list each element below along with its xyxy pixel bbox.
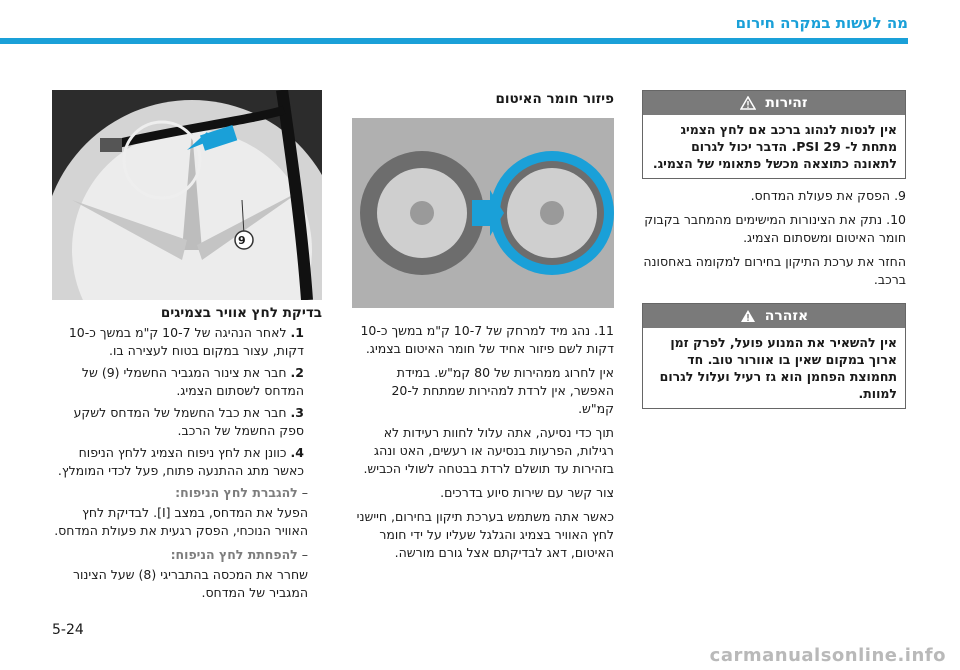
right-paragraph-return: החזר את ערכת התיקון בחירום למקומה באחסונה ברכב. [643,254,906,287]
sub-text-decrease: שחרר את המכסה בהתבריגי (8) שעל הצינור המגביר של המדחס. [72,567,308,600]
right-paragraph-10: 10. נתק את הצינורות המישימים מהמחבר בקבוק חומר האיטום ומשסתום הצמיג. [644,212,906,245]
page-number: 5-24 [52,622,84,638]
page-header-title: מה לעשות במקרה חירום [735,14,908,32]
warning-box-text: אין לנסות לנהוג ברכב אם לחץ הצמיג מתחת ל- 29 PSI. הדבר יכול לגרום לתאונה כתוצאה מכשל פתאומי של הצמיג. [652,122,897,171]
step-item: 3. חבר את כבל החשמל של המדחס לשקע ספק החשמל של הרכב. [73,405,304,438]
warning-box [642,90,906,179]
middle-paragraph-vibration: תוך כדי נסיעה, אתה עלול לחוות רעידות לא רגילות, הפרעות בנסיעה או רעשים, האט ונהג בזהירות עד תושלם לרדת בבטחה לשולי הכביש. [363,425,614,476]
caution-box [642,303,906,409]
sub-title-decrease: להפחתת לחץ הניפוח: [170,547,298,562]
warning-triangle-icon [740,96,756,110]
right-paragraph-9: 9. הפסק את פעולת המדחס. [750,188,906,203]
middle-paragraph-speed: אין לחרוג ממהירות של 80 קמ"ש. במידת האפשר, אין לרדת למהירות שמתחת ל-20 קמ"ש. [391,365,614,416]
caution-box-text: אין להשאיר את המנוע פועל, לפרק זמן ארוך במקום שאין בו אוורור טוב. חד תחמוצת הפחמן הוא גז רעיל ועלול לגרום למוות. [659,335,897,401]
middle-paragraph-roadside: צור קשר עם שירות סיוע בדרכים. [440,485,614,500]
header-rule [0,38,908,44]
warning-box-title: זהירות [765,95,808,111]
middle-column [352,90,614,568]
caution-box-title: אזהרה [764,308,809,324]
middle-section-title: פיזור חומר האיטום [495,91,614,107]
warning-box-header [643,91,905,115]
caution-triangle-icon [740,309,756,323]
photo-callout-9: 9 [238,234,246,247]
watermark-text: carmanualsonline.info [709,645,946,666]
left-section-title: בדיקת לחץ אוויר בצמיגים [160,305,322,321]
sub-bullet-decrease: –להפחתת לחץ הניפוח: [170,547,308,562]
middle-paragraph-sensors: כאשר אתה משתמש בערכת תיקון בחירום, חיישני לחץ האוויר בצמיג והגלגל שעליו על ידי חומר האיטום, דאג לבדיקתם אצל גורם מורשה. [356,509,614,560]
middle-paragraph-11: 11. נהג מיד למרחק של 10-7 ק"מ במשך כ-10 דקות לשם פיזור אחיד של חומר האיטום בצמיג. [360,323,614,356]
left-column [52,90,322,608]
sealant-distribution-illustration [352,118,614,308]
sub-bullet-increase: –להגברת לחץ הניפוח: [175,485,308,500]
caution-box-header [643,304,905,328]
compressor-hose-photo [52,90,322,300]
step-item: 2. חבר את צינור המגביר החשמלי (9) של המדחס לשסתום הצמיג. [81,365,304,398]
right-column [642,90,906,417]
step-item: 4. כוונן את לחץ ניפוח הצמיג ללחץ הניפוח כאשר מתג ההתנעה פתוח, פעל לכדי המומלץ. [57,445,304,478]
step-item: 1. לאחר הנהיגה של 10-7 ק"מ במשך כ-10 דקות, עצור במקום בטוח לעצירה בו. [68,325,304,358]
sub-text-increase: הפעל את המדחס, במצב [I]. לבדיקת לחץ האוויר הנוכחי, הפסק רגעית את פעולת המדחס. [54,505,308,538]
inflation-steps [52,324,322,480]
sub-title-increase: להגברת לחץ הניפוח: [175,485,298,500]
